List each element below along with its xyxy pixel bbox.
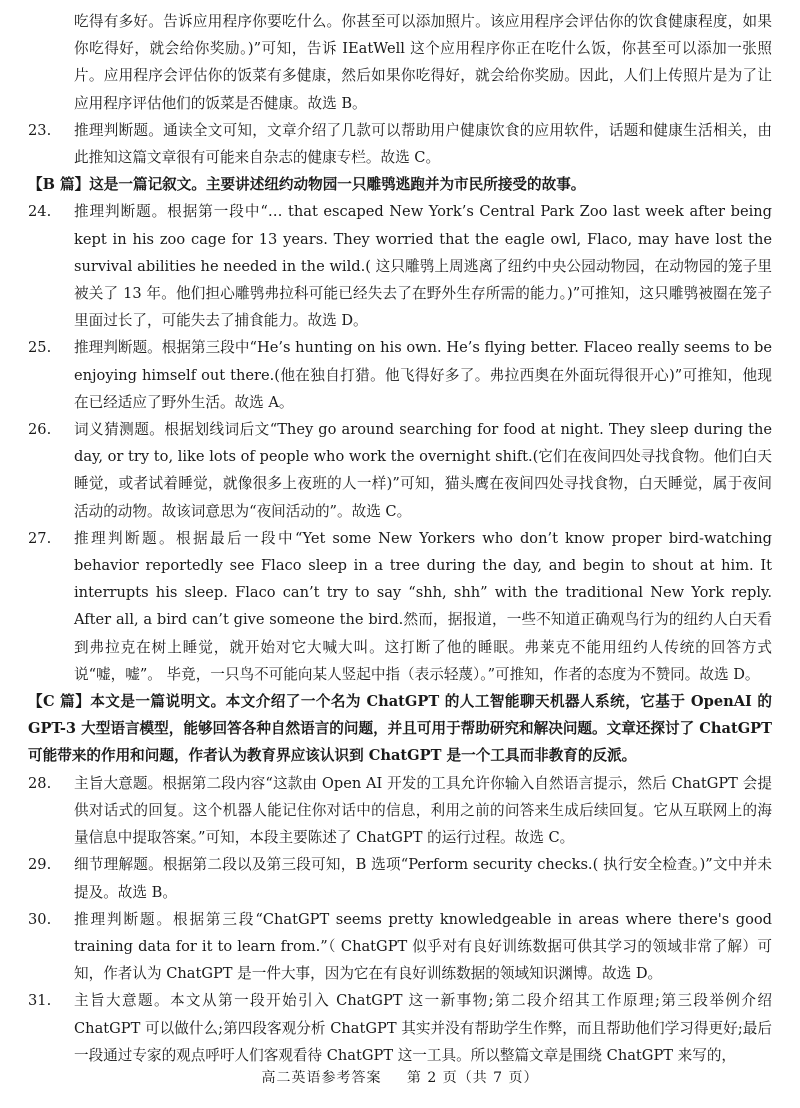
question-explanation: 推理判断题。通读全文可知，文章介绍了几款可以帮助用户健康饮食的应用软件，话题和健康生活相关，由此推知这篇文章很有可能来自杂志的健康专栏。故选 C。 [74, 121, 772, 167]
question-number: 27. [28, 529, 52, 547]
question-26 [28, 416, 772, 525]
question-explanation: 主旨大意题。根据第二段内容“这款由 Open AI 开发的工具允许你输入自然语言提示，然后 ChatGPT 会提供对话式的回复。这个机器人能记住你对话中的信息，利用之前的问答来生成后续回复。它从互联网上的海量信息中提取答案。”可知，本段主要陈述了 ChatGPT 的运行过程。故选 C。 [74, 774, 772, 847]
question-31 [28, 987, 772, 1069]
question-28 [28, 770, 772, 852]
question-number: 23. [28, 121, 52, 139]
question-number: 25. [28, 339, 52, 357]
question-25 [28, 334, 772, 416]
question-explanation: 推理判断题。根据第一段中“… that escaped New York’s Central Park Zoo last week after being kept in his zoo cage for 13 years. They worried that the eagle owl, Flaco, may have lost the survival abilities he needed in the wild.( 这只雕鸮上周逃离了纽约中央公园动物园，在动物园的笼子里被关了 13 年。他们担心雕鸮弗拉科可能已经失去了在野外生存所需的能力。)”可推知，这只雕鸮被圈在笼子里面过长了，可能失去了捕食能力。故选 D。 [74, 203, 772, 330]
question-number: 30. [28, 910, 52, 928]
intro-paragraph: 吃得有多好。告诉应用程序你要吃什么。你甚至可以添加照片。该应用程序会评估你的饮食健康程度，如果你吃得好，就会给你奖励。)”可知，告诉 IEatWell 这个应用程序你正在吃什么饭，你甚至可以添加一张照片。应用程序会评估你的饭菜有多健康，然后如果你吃得好，就会给你奖励。因此，人们上传照片是为了让应用程序评估他们的饭菜是否健康。故选 B。 [74, 13, 772, 112]
question-29 [28, 851, 772, 905]
question-number: 24. [28, 203, 52, 221]
section-c-heading: 【C 篇】本文是一篇说明文。本文介绍了一个名为 ChatGPT 的人工智能聊天机器人系统，它基于 OpenAI 的 GPT-3 大型语言模型，能够回答各种自然语言的问题，并且可用于帮助研究和解决问题。文章还探讨了 ChatGPT 可能带来的作用和问题，作者认为教育界应该认识到 ChatGPT 是一个工具而非教育的反派。 [28, 693, 772, 765]
question-explanation: 细节理解题。根据第二段以及第三段可知，B 选项“Perform security checks.( 执行安全检查。)”文中并未提及。故选 B。 [74, 856, 772, 901]
question-24 [28, 198, 772, 334]
question-explanation: 推理判断题。根据最后一段中“Yet some New Yorkers who don’t know proper bird-watching behavior reportedly see Flaco sleep in a tree during the day, and begin to shout at him. It interrupts his sleep. Flaco can’t try to say “shh, shh” with the traditional New York reply. After all, a bird can’t give someone the bird.然而，据报道，一些不知道正确观鸟行为的纽约人白天看到弗拉克在树上睡觉，就开始对它大喊大叫。这打断了他的睡眠。弗莱克不能用纽约人传统的回答方式说“嘘，嘘”。 毕竟，一只鸟不可能向某人竖起中指（表示轻蔑）。”可推知，作者的态度为不赞同。故选 D。 [74, 529, 772, 683]
footer-page-info: 第 2 页（共 7 页） [406, 1069, 539, 1086]
page-footer [0, 1065, 800, 1092]
answer-content [28, 8, 772, 1069]
question-27 [28, 525, 772, 688]
question-explanation: 推理判断题。根据第三段中“He’s hunting on his own. He’s flying better. Flaceo really seems to be enjoying himself out there.(他在独自打猎。他飞得好多了。弗拉西奥在外面玩得很开心)”可推知，他现在已经适应了野外生活。故选 A。 [74, 339, 772, 411]
footer-doc-title: 高二英语参考答案 [261, 1069, 382, 1086]
question-explanation: 推理判断题。根据第三段“ChatGPT seems pretty knowledgeable in areas where there's good training data for it to learn from.”（ ChatGPT 似乎对有良好训练数据可供其学习的领域非常了解）可知，作者认为 ChatGPT 是一件大事，因为它在有良好训练数据的领域知识渊博。故选 D。 [74, 910, 772, 983]
question-number: 28. [28, 774, 52, 792]
question-number: 29. [28, 856, 52, 874]
question-number: 26. [28, 421, 52, 439]
section-b-heading: 【B 篇】这是一篇记叙文。主要讲述纽约动物园一只雕鸮逃跑并为市民所接受的故事。 [28, 176, 586, 194]
question-explanation: 主旨大意题。本文从第一段开始引入 ChatGPT 这一新事物;第二段介绍其工作原理;第三段举例介绍 ChatGPT 可以做什么;第四段客观分析 ChatGPT 其实并没有帮助学生作弊，而且帮助他们学习得更好;最后一段通过专家的观点呼吁人们客观看待 ChatGPT 这一工具。所以整篇文章是围绕 ChatGPT 来写的， [74, 992, 772, 1064]
question-30 [28, 906, 772, 988]
question-number: 31. [28, 992, 52, 1010]
question-23 [28, 117, 772, 171]
question-explanation: 词义猜测题。根据划线词后文“They go around searching for food at night. They sleep during the day, or try to, like lots of people who work the overnight shift.(它们在夜间四处寻找食物。他们白天睡觉，或者试着睡觉，就像很多上夜班的人一样)”可知，猫头鹰在夜间四处寻找食物，白天睡觉，属于夜间活动的动物。故该词意思为“夜间活动的”。故选 C。 [74, 421, 772, 520]
